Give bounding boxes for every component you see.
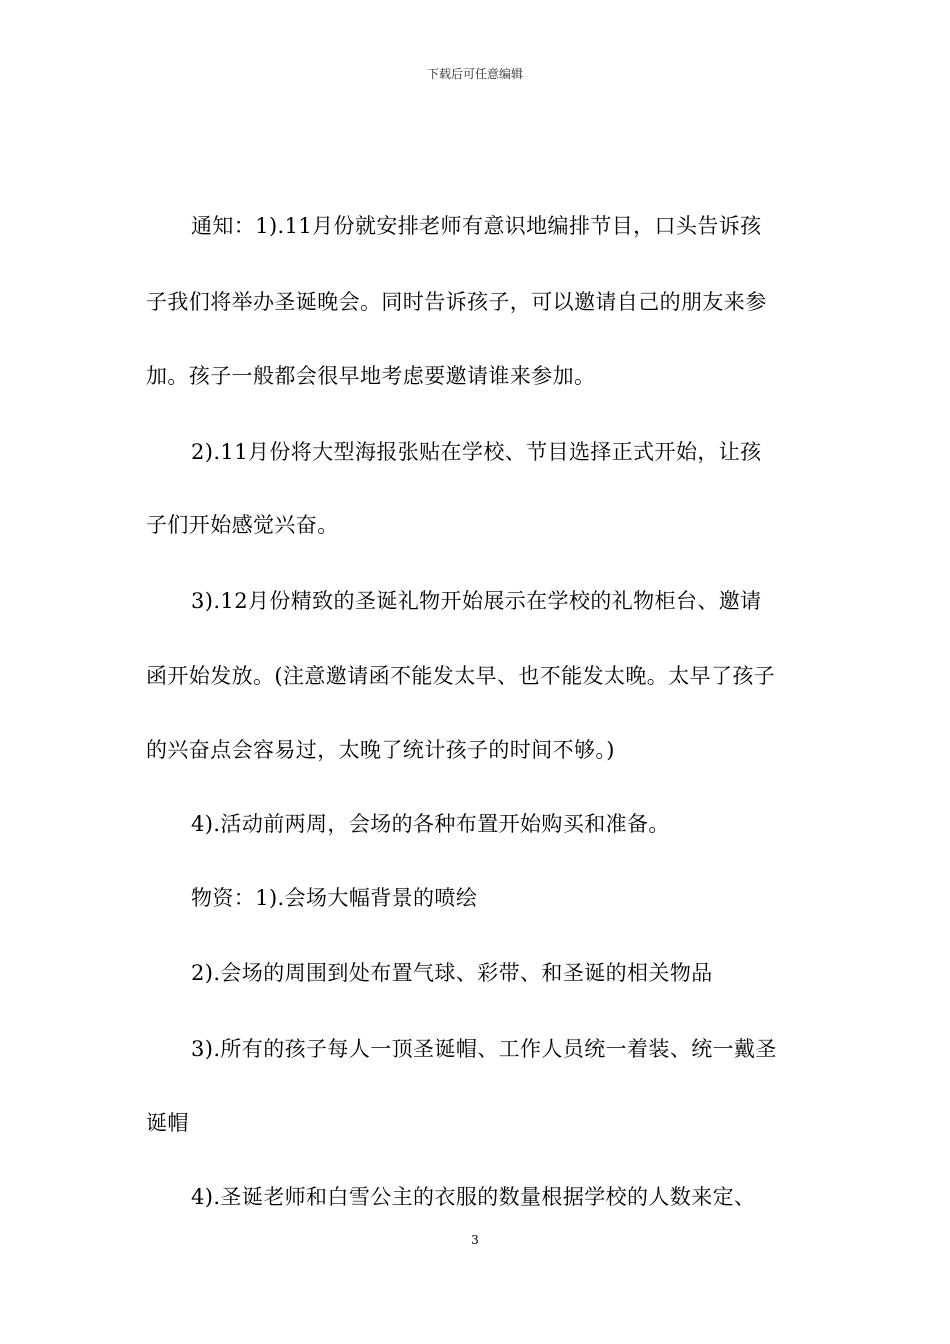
paragraph-line: 诞帽 — [146, 1111, 189, 1135]
paragraph-line: 物资：1).会场大幅背景的喷绘 — [191, 886, 478, 910]
page-header: 下载后可任意编辑 — [426, 67, 523, 81]
paragraph-line: 2).会场的周围到处布置气球、彩带、和圣诞的相关物品 — [191, 961, 713, 985]
paragraph-line: 3).12月份精致的圣诞礼物开始展示在学校的礼物柜台、邀请 — [191, 589, 762, 613]
paragraph-line: 的兴奋点会容易过，太晚了统计孩子的时间不够。) — [146, 738, 615, 762]
paragraph-line: 4).活动前两周，会场的各种布置开始购买和准备。 — [191, 812, 670, 836]
paragraph-line: 4).圣诞老师和白雪公主的衣服的数量根据学校的人数来定、 — [191, 1185, 756, 1209]
paragraph-line: 子们开始感觉兴奋。 — [146, 513, 339, 537]
paragraph-line: 通知：1).11月份就安排老师有意识地编排节目，口头告诉孩 — [191, 214, 762, 238]
paragraph-line: 2).11月份将大型海报张贴在学校、节目选择正式开始，让孩 — [191, 440, 762, 464]
paragraph-line: 函开始发放。(注意邀请函不能发太早、也不能发太晚。太早了孩子 — [146, 664, 776, 688]
paragraph-line: 子我们将举办圣诞晚会。同时告诉孩子，可以邀请自己的朋友来参 — [146, 290, 767, 314]
paragraph-line: 加。孩子一般都会很早地考虑要邀请谁来参加。 — [146, 364, 596, 388]
page-number: 3 — [471, 1233, 479, 1247]
paragraph-line: 3).所有的孩子每人一顶圣诞帽、工作人员统一着装、统一戴圣 — [191, 1037, 777, 1061]
